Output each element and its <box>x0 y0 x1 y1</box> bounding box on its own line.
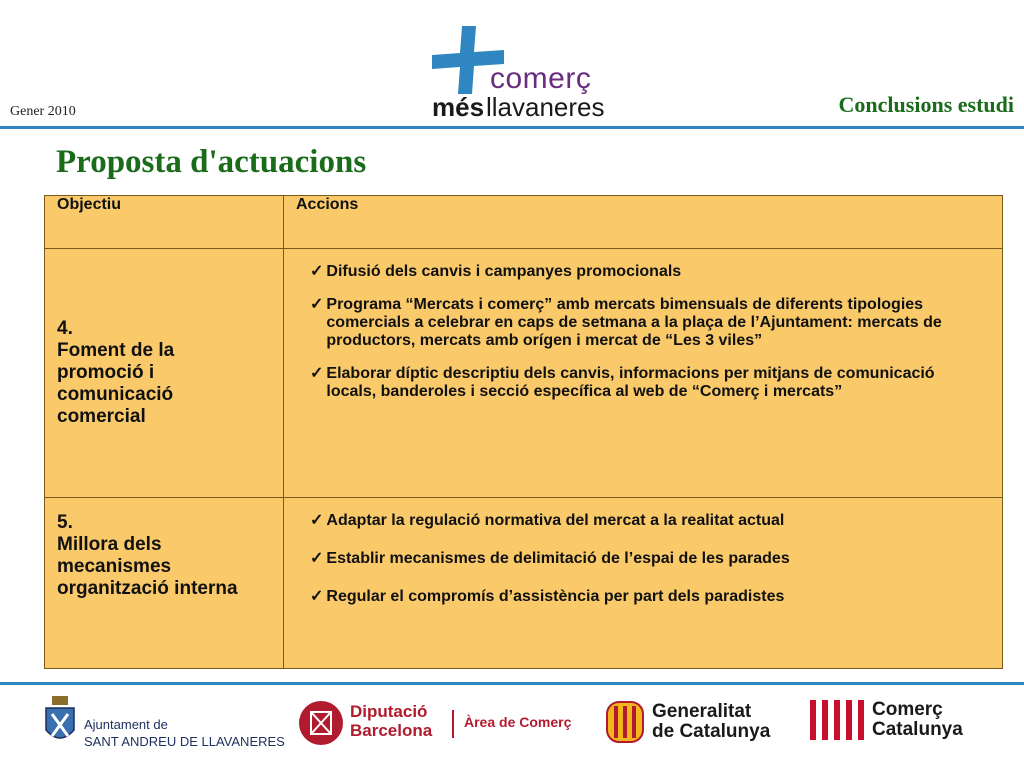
objective-number: 4. <box>57 318 73 339</box>
actions-cell <box>284 249 1003 498</box>
action-item <box>310 512 962 530</box>
diputacio-emblem-icon <box>298 700 344 746</box>
checkmark-icon: ✓ <box>310 588 324 605</box>
objective-line: mecanismes <box>57 556 172 577</box>
objective-cell <box>45 498 284 669</box>
table-row <box>45 498 1003 669</box>
logo-word-llavaneres: llavaneres <box>486 92 605 122</box>
objective-cell <box>45 249 284 498</box>
generalitat-logo <box>606 700 771 749</box>
area-comerc-text: Àrea de Comerç <box>464 714 572 730</box>
diputacio-line: Diputació <box>350 702 428 721</box>
actions-table <box>44 195 1003 669</box>
action-item <box>310 365 962 401</box>
objective-line: organització interna <box>57 578 238 599</box>
objective-line: comunicació <box>57 384 174 405</box>
header-objectiu: Objectiu <box>45 196 284 249</box>
table-row <box>45 249 1003 498</box>
comerc-catalunya-text <box>872 700 963 740</box>
checkmark-icon: ✓ <box>310 550 324 567</box>
checkmark-icon: ✓ <box>310 296 324 313</box>
diputacio-logo <box>298 700 572 751</box>
catalan-stripes-icon <box>810 700 866 740</box>
action-text: Programa “Mercats i comerç” amb mercats bimensuals de diferents tipologies comercials a celebrar en caps de setmana a la plaça de l’Ajuntament: mercats de productors, mercats amb orígen i mercat de “Les 3 viles” <box>326 296 942 349</box>
ajuntament-line: SANT ANDREU DE LLAVANERES <box>84 734 285 749</box>
action-item <box>310 588 962 606</box>
checkmark-icon: ✓ <box>310 512 324 529</box>
date-label: Gener 2010 <box>10 104 76 119</box>
table-header-row <box>45 196 1003 249</box>
action-text: Regular el compromís d’assistència per part dels paradistes <box>326 588 785 605</box>
action-text: Difusió dels canvis i campanyes promocionals <box>326 263 682 280</box>
action-item <box>310 550 962 568</box>
header-accions: Accions <box>284 196 1003 249</box>
generalitat-emblem-icon <box>606 700 644 744</box>
generalitat-line: Generalitat <box>652 701 752 722</box>
ajuntament-logo <box>42 696 285 753</box>
checkmark-icon: ✓ <box>310 365 324 382</box>
action-item <box>310 296 962 350</box>
generalitat-text <box>652 702 770 742</box>
action-text: Adaptar la regulació normativa del mercat a la realitat actual <box>326 512 785 529</box>
objective-line: Foment de la <box>57 340 175 361</box>
logo-word-comerc: comerç <box>490 62 592 95</box>
actions-cell <box>284 498 1003 669</box>
objective-number: 5. <box>57 512 73 533</box>
generalitat-line: de Catalunya <box>652 721 771 742</box>
page-title: Proposta d'actuacions <box>56 144 367 180</box>
mes-comerc-logo <box>428 22 605 122</box>
comerc-catalunya-line: Comerç <box>872 699 943 720</box>
ajuntament-line: Ajuntament de <box>84 717 168 732</box>
section-label: Conclusions estudi <box>838 92 1014 117</box>
comerc-catalunya-logo <box>810 699 963 745</box>
diputacio-separator <box>452 710 454 738</box>
objective-line: promoció i <box>57 362 155 383</box>
bottom-divider <box>0 682 1024 685</box>
diputacio-line: Barcelona <box>350 721 433 740</box>
top-divider <box>0 126 1024 129</box>
coat-of-arms-icon <box>42 696 78 748</box>
action-text: Establir mecanismes de delimitació de l’espai de les parades <box>326 550 790 567</box>
ajuntament-text <box>84 716 304 750</box>
logo-word-mes: més <box>432 92 485 122</box>
footer-logos <box>0 690 1024 768</box>
checkmark-icon: ✓ <box>310 263 324 280</box>
action-item <box>310 263 962 281</box>
diputacio-text <box>350 702 432 740</box>
objective-line: Millora dels <box>57 534 162 555</box>
comerc-catalunya-line: Catalunya <box>872 719 963 740</box>
action-text: Elaborar díptic descriptiu dels canvis, informacions per mitjans de comunicació locals, banderoles i secció específica al web de “Comerç i mercats” <box>326 365 935 400</box>
objective-line: comercial <box>57 406 146 427</box>
